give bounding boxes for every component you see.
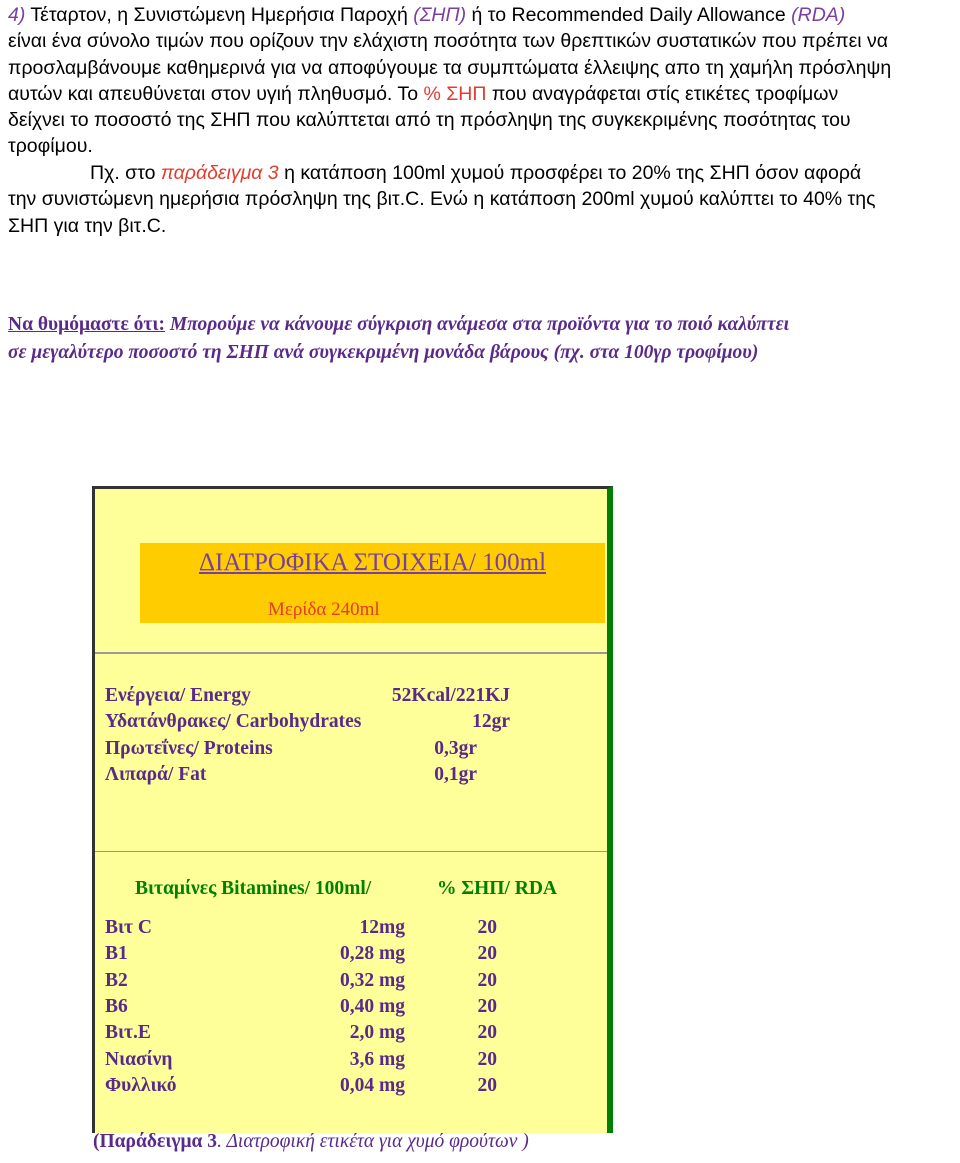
- nutrient-name: Υδατάνθρακες/ Carbohydrates: [105, 711, 362, 733]
- abbr-rda: (RDA): [791, 4, 846, 26]
- example-line-3: ΣΗΠ για την βιτ.C.: [8, 214, 167, 237]
- label-header: [140, 543, 605, 623]
- intro-line-2: είναι ένα σύνολο τιμών που ορίζουν την ελάχιστη ποσότητα των θρεπτικών συστατικών που πρέπει να: [8, 30, 889, 53]
- vitamin-rda: 20: [477, 1074, 497, 1096]
- note-lead: Να θυμόμαστε ότι:: [8, 314, 165, 335]
- figure-caption: [93, 1131, 529, 1153]
- example-text: Πχ. στο: [90, 162, 161, 184]
- vitamin-amount: 12mg: [359, 917, 405, 938]
- vitamin-amount: 0,04 mg: [340, 1074, 405, 1096]
- intro-line-1: [8, 2, 956, 28]
- vitamin-rda: 20: [477, 995, 497, 1017]
- caption-text: . Διατροφική ετικέτα για χυμό φρούτων ): [217, 1131, 529, 1152]
- abbr-shp: (ΣΗΠ): [413, 4, 467, 26]
- vitamin-amount: 2,0 mg: [349, 1022, 405, 1044]
- vitamin-row: [105, 970, 595, 996]
- vitamin-row: [105, 1075, 595, 1101]
- nutrient-name: Πρωτεΐνες/ Proteins: [105, 737, 273, 759]
- divider: [95, 652, 607, 654]
- vitamins-header-right: % ΣΗΠ/ RDA: [437, 878, 557, 899]
- intro-line-5: δείχνει το ποσοστό της ΣΗΠ που καλύπτεται από τη πρόσληψη της συγκεκριμένης ποσότητας του: [8, 109, 851, 132]
- intro-line-4: [8, 81, 956, 107]
- vitamin-name: Βιτ C: [105, 917, 152, 938]
- nutrition-label: [92, 486, 613, 1133]
- note-line-2: σε μεγαλύτερο ποσοστό τη ΣΗΠ ανά συγκεκριμένη μονάδα βάρους (πχ. στα 100γρ τροφίμου): [8, 342, 759, 363]
- divider: [95, 851, 607, 852]
- intro-text: Τέταρτον, η Συνιστώμενη Ημερήσια Παροχή: [25, 4, 414, 26]
- vitamin-name: B2: [105, 969, 128, 991]
- intro-text: που αναγράφεται στίς ετικέτες τροφίμων: [486, 82, 839, 105]
- serving-size: Μερίδα 240ml: [268, 599, 380, 620]
- vitamin-name: B6: [105, 995, 128, 1017]
- vitamin-name: Φυλλικό: [105, 1074, 177, 1096]
- vitamin-amount: 0,40 mg: [340, 995, 405, 1017]
- vitamin-name: Νιασίνη: [105, 1048, 173, 1070]
- vitamin-name: Βιτ.E: [105, 1022, 151, 1044]
- example-text: η κατάποση 100ml χυμού προσφέρει το 20% της ΣΗΠ όσον αφορά: [278, 162, 862, 184]
- intro-line-3: προσλαμβάνουμε καθημερινά για να αποφύγουμε τα συμπτώματα έλλειψης απο τη χαμήλη πρόσληψη: [8, 56, 892, 79]
- vitamin-row: [105, 917, 595, 943]
- label-title: ΔΙΑΤΡΟΦΙΚΑ ΣΤΟΙΧΕΙΑ/ 100ml: [198, 549, 547, 576]
- reminder-note: [8, 311, 956, 367]
- nutrient-value: 0,3gr: [434, 737, 477, 759]
- example-line-1: [8, 160, 956, 186]
- vitamin-row: [105, 1022, 595, 1048]
- vitamin-rda: 20: [477, 969, 497, 991]
- caption-bold: Παράδειγμα 3: [99, 1131, 218, 1152]
- nutrient-value: 52Kcal/221KJ: [391, 685, 510, 706]
- vitamin-name: B1: [105, 943, 128, 965]
- caption-open: (: [93, 1131, 100, 1152]
- note-line-1: [8, 311, 956, 339]
- nutrient-name: Ενέργεια/ Energy: [105, 685, 251, 706]
- intro-text: αυτών και απευθύνεται στον υγιή πληθυσμό. Το: [8, 82, 424, 105]
- vitamin-amount: 0,28 mg: [340, 943, 405, 965]
- intro-line-6: τροφίμου.: [8, 135, 93, 158]
- vitamin-rda: 20: [477, 1048, 497, 1070]
- vitamin-row: [105, 1049, 595, 1075]
- note-text: Μπορούμε να κάνουμε σύγκριση ανάμεσα στα προϊόντα για το ποιό καλύπτει: [164, 314, 789, 335]
- vitamin-rda: 20: [477, 943, 497, 965]
- vitamin-amount: 3,6 mg: [349, 1048, 405, 1070]
- vitamin-rda: 20: [477, 917, 497, 938]
- nutrient-row: [105, 711, 595, 737]
- nutrient-value: 12gr: [472, 711, 510, 733]
- example-paragraph: [8, 160, 956, 239]
- example-ref: παράδειγμα 3: [160, 162, 279, 184]
- nutrient-row: [105, 685, 595, 711]
- vitamin-row: [105, 996, 595, 1022]
- nutrient-row: [105, 738, 595, 764]
- vitamin-row: [105, 943, 595, 969]
- percent-shp: % ΣΗΠ: [423, 82, 487, 105]
- example-line-2: την συνιστώμενη ημερήσια πρόσληψη της βιτ.C. Ενώ η κατάποση 200ml χυμού καλύπτει το 40% της: [8, 188, 876, 211]
- intro-text: ή το Recommended Daily Allowance: [466, 4, 792, 26]
- intro-paragraph: [8, 2, 956, 160]
- vitamin-rda: 20: [477, 1022, 497, 1044]
- vitamins-header-left: Βιταμίνες Bitamines/ 100ml/: [135, 878, 372, 899]
- item-number: 4): [8, 4, 26, 26]
- vitamins-header: [135, 878, 557, 900]
- vitamin-amount: 0,32 mg: [340, 969, 405, 991]
- nutrient-name: Λιπαρά/ Fat: [105, 763, 207, 785]
- nutrient-value: 0,1gr: [434, 763, 477, 785]
- nutrient-row: [105, 764, 595, 790]
